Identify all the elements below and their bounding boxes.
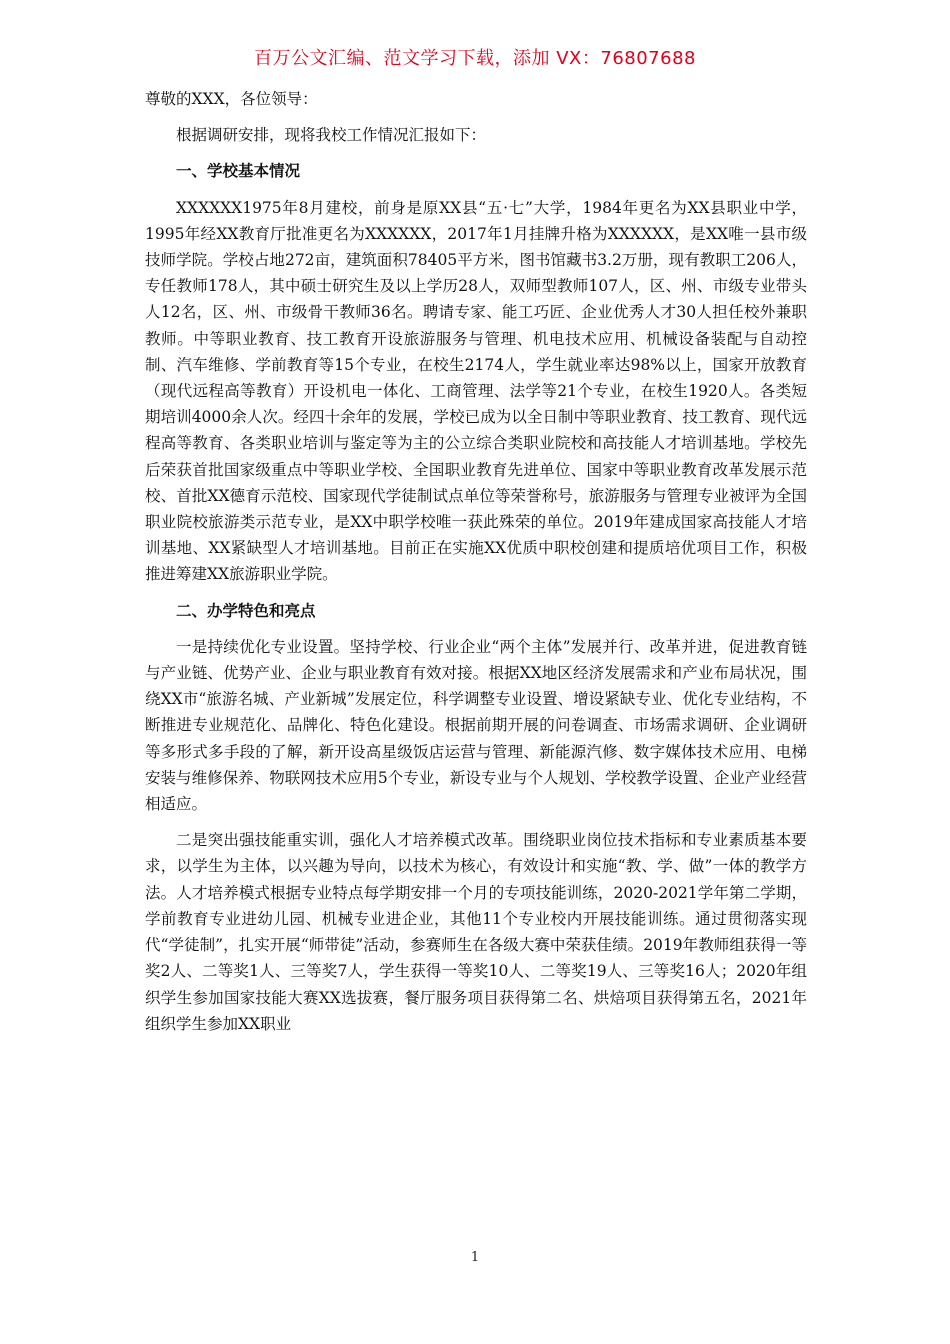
intro-paragraph: 根据调研安排，现将我校工作情况汇报如下： [176, 126, 487, 145]
section-1-heading: 一、学校基本情况 [176, 162, 301, 181]
page-number: 1 [470, 1250, 480, 1265]
greeting: 尊敬的XXX，各位领导： [145, 90, 318, 108]
section-1-body: XXXXXX1975年8月建校，前身是原XX县“五·七”大学，1984年更名为XX县职业中学，1995年经XX教育厅批准更名为XXXXXX，2017年1月挂牌升格为XXXXXX，是XX唯一县市级技师学院。学校占地272亩，建筑面积78405平方米，图书馆藏书3.2万册，现有教职工206人，专任教师178人，其中硕士研究生及以上学历28人，双师型教师107人，区、州、市级专业带头人12名，区、州、市级骨干教师36名。聘请专家、能工巧匠、企业优秀人才30人担任校外兼职教师。中等职业教育、技工教育开设旅游服务与管理、机电技术应用、机械设备装配与自动控制、汽车维修、学前教育等15个专业，在校生2174人，学生就业率达98%以上，国家开放教育（现代远程高等教育）开设机电一体化、工商管理、法学等21个专业，在校生1920人。各类短期培训4000余人次。经四十余年的发展，学校已成为以全日制中等职业教育、技工教育、现代远程高等教育、各类职业培训与鉴定等为主的公立综合类职业院校和高技能人才培训基地。学校先后荣获首批国家级重点中等职业学校、全国职业教育先进单位、国家中等职业教育改革发展示范校、首批XX德育示范校、国家现代学徒制试点单位等荣誉称号，旅游服务与管理专业被评为全国职业院校旅游类示范专业，是XX中职学校唯一获此殊荣的单位。2019年建成国家高技能人才培训基地、XX紧缺型人才培训基地。目前正在实施XX优质中职校创建和提质培优项目工作，积极推进筹建XX旅游职业学院。 [145, 198, 807, 584]
document-body [145, 86, 807, 1047]
section-2-heading: 二、办学特色和亮点 [176, 601, 316, 620]
download-banner: 百万公文汇编、范文学习下载，添加 VX：76807688 [254, 48, 696, 69]
section-2-paragraph-2: 二是突出强技能重实训，强化人才培养模式改革。围绕职业岗位技术指标和专业素质基本要求，以学生为主体，以兴趣为导向，以技术为核心，有效设计和实施“教、学、做”一体的教学方法。人才培养模式根据专业特点每学期安排一个月的专项技能训练，2020-2021学年第二学期，学前教育专业进幼儿园、机械专业进企业，其他11个专业校内开展技能训练。通过贯彻落实现代“学徒制”，扎实开展“师带徒”活动，参赛师生在各级大赛中荣获佳绩。2019年教师组获得一等奖2人、二等奖1人、三等奖7人，学生获得一等奖10人、二等奖19人、三等奖16人；2020年组织学生参加国家技能大赛XX选拔赛，餐厅服务项目获得第二名、烘焙项目获得第五名，2021年组织学生参加XX职业 [145, 831, 807, 1033]
section-2-paragraph-1: 一是持续优化专业设置。坚持学校、行业企业“两个主体”发展并行、改革并进，促进教育链与产业链、优势产业、企业与职业教育有效对接。根据XX地区经济发展需求和产业布局状况，围绕XX市“旅游名城、产业新城”发展定位，科学调整专业设置、增设紧缺专业、优化专业结构，不断推进专业规范化、品牌化、特色化建设。根据前期开展的问卷调查、市场需求调研、企业调研等多形式多手段的了解，新开设高星级饭店运营与管理、新能源汽修、数字媒体技术应用、电梯安装与维修保养、物联网技术应用5个专业，新设专业与个人规划、学校教学设置、企业产业经营相适应。 [145, 637, 807, 814]
